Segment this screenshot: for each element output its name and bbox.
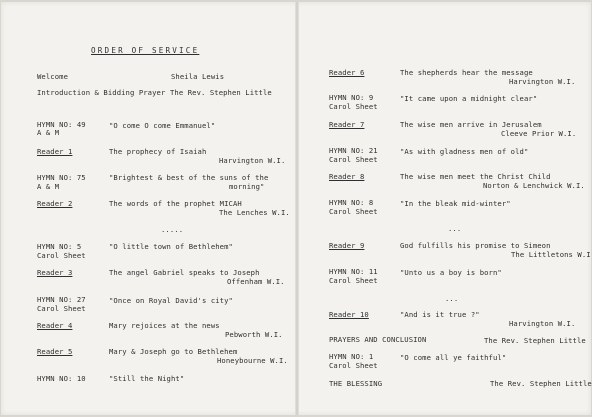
row-text: "Still the Night" bbox=[109, 374, 185, 383]
row-text: The Rev. Stephen Little bbox=[490, 379, 592, 388]
row-right: Harvington W.I. bbox=[219, 156, 286, 165]
row-label: HYMN NO: 11 bbox=[329, 267, 378, 276]
row-label: THE BLESSING bbox=[329, 379, 383, 388]
row-label: Reader 2 bbox=[37, 199, 73, 208]
row-text: "O come O come Emmanuel" bbox=[109, 121, 216, 130]
row-label: Reader 10 bbox=[329, 310, 369, 319]
row-text: The wise men arrive in Jerusalem bbox=[400, 120, 542, 129]
row-text: God fulfills his promise to Simeon bbox=[400, 241, 551, 250]
row-text: Mary & Joseph go to Bethlehem bbox=[109, 347, 238, 356]
row-text: "As with gladness men of old" bbox=[400, 147, 529, 156]
row-sublabel: Carol Sheet bbox=[329, 207, 378, 216]
row-text: The shepherds hear the message bbox=[400, 68, 533, 77]
right-page bbox=[301, 2, 591, 415]
separator-dots: ..... bbox=[161, 225, 184, 234]
row-sublabel: A & M bbox=[37, 182, 60, 191]
row-text: "Unto us a boy is born" bbox=[400, 268, 502, 277]
row-text: "O little town of Bethlehem" bbox=[109, 242, 233, 251]
row-label: Reader 6 bbox=[329, 68, 365, 77]
row-text: The Rev. Stephen Little bbox=[484, 336, 586, 345]
row-label: Reader 5 bbox=[37, 347, 73, 356]
row-label: Reader 9 bbox=[329, 241, 365, 250]
row-label: HYMN NO: 10 bbox=[37, 374, 86, 383]
row-label: Introduction & Bidding Prayer bbox=[37, 88, 166, 97]
row-label: Reader 4 bbox=[37, 321, 73, 330]
row-right: The Littletons W.I bbox=[511, 250, 591, 259]
row-right: morning" bbox=[229, 182, 265, 191]
row-label: PRAYERS AND CONCLUSION bbox=[329, 335, 427, 344]
left-page bbox=[1, 2, 293, 415]
row-right: Harvington W.I. bbox=[509, 319, 576, 328]
program-sheet bbox=[1, 2, 591, 415]
row-label: HYMN NO: 8 bbox=[329, 198, 374, 207]
row-right: The Lenches W.I. bbox=[219, 208, 290, 217]
row-text: "Once on Royal David's city" bbox=[109, 296, 233, 305]
page-title: ORDER OF SERVICE bbox=[91, 46, 200, 55]
row-label: HYMN NO: 49 bbox=[37, 120, 86, 129]
row-sublabel: Carol Sheet bbox=[329, 276, 378, 285]
row-sublabel: Carol Sheet bbox=[329, 155, 378, 164]
row-label: Welcome bbox=[37, 72, 68, 81]
row-text: "Brightest & best of the suns of the bbox=[109, 173, 269, 182]
row-sublabel: Carol Sheet bbox=[37, 304, 86, 313]
row-right: Norton & Lenchwick W.I. bbox=[483, 181, 585, 190]
separator-dots: ... bbox=[448, 224, 462, 233]
row-label: Reader 8 bbox=[329, 172, 365, 181]
row-sublabel: A & M bbox=[37, 128, 60, 137]
row-sublabel: Carol Sheet bbox=[329, 361, 378, 370]
row-text: "It came upon a midnight clear" bbox=[400, 94, 538, 103]
row-text: "O come all ye faithful" bbox=[400, 353, 507, 362]
row-label: HYMN NO: 9 bbox=[329, 93, 374, 102]
row-label: Reader 1 bbox=[37, 147, 73, 156]
row-text: "And is it true ?" bbox=[400, 310, 480, 319]
row-right: Pebworth W.I. bbox=[225, 330, 283, 339]
row-right: Cleeve Prior W.I. bbox=[501, 129, 577, 138]
row-sublabel: Carol Sheet bbox=[329, 102, 378, 111]
row-label: Reader 3 bbox=[37, 268, 73, 277]
row-text: The prophecy of Isaiah bbox=[109, 147, 207, 156]
row-right: Offenham W.I. bbox=[227, 277, 285, 286]
row-label: Reader 7 bbox=[329, 120, 365, 129]
row-text: "In the bleak mid-winter" bbox=[400, 199, 511, 208]
row-text: Sheila Lewis bbox=[171, 72, 225, 81]
row-text: The wise men meet the Christ Child bbox=[400, 172, 551, 181]
row-label: HYMN NO: 1 bbox=[329, 352, 374, 361]
row-label: HYMN NO: 27 bbox=[37, 295, 86, 304]
row-label: HYMN NO: 75 bbox=[37, 173, 86, 182]
row-text: The angel Gabriel speaks to Joseph bbox=[109, 268, 260, 277]
row-label: HYMN NO: 5 bbox=[37, 242, 82, 251]
row-text: The words of the prophet MICAH bbox=[109, 199, 242, 208]
row-right: Honeybourne W.I. bbox=[217, 356, 288, 365]
row-right: Harvington W.I. bbox=[509, 77, 576, 86]
row-sublabel: Carol Sheet bbox=[37, 251, 86, 260]
row-label: HYMN NO: 21 bbox=[329, 146, 378, 155]
row-text: Mary rejoices at the news bbox=[109, 321, 220, 330]
page-fold bbox=[295, 2, 299, 415]
separator-dots: ... bbox=[445, 294, 459, 303]
row-text: The Rev. Stephen Little bbox=[170, 88, 272, 97]
